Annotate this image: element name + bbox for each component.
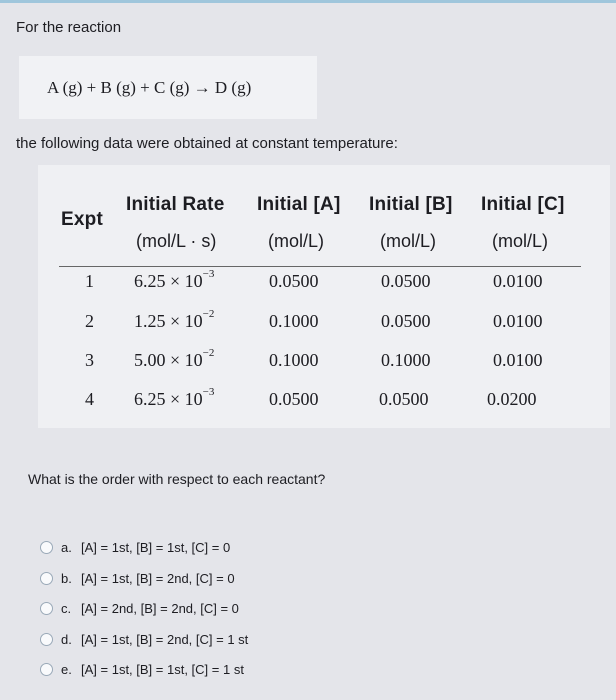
option-text: [A] = 1st, [B] = 1st, [C] = 1 st bbox=[81, 661, 244, 677]
data-intro-text: the following data were obtained at constant temperature: bbox=[16, 135, 398, 152]
cell-b: 0.1000 bbox=[381, 350, 431, 370]
answer-option-e[interactable] bbox=[40, 660, 244, 678]
option-letter: e. bbox=[61, 661, 72, 677]
cell-a: 0.1000 bbox=[269, 311, 319, 331]
cell-rate: $6.25 \times 10^{-3}$ bbox=[134, 386, 215, 409]
top-accent-bar bbox=[0, 0, 616, 3]
cell-b: 0.0500 bbox=[381, 271, 431, 291]
header-initial-rate: Initial Rate bbox=[126, 194, 225, 215]
cell-b: 0.0500 bbox=[381, 311, 431, 331]
radio-button[interactable] bbox=[40, 602, 53, 615]
option-text: [A] = 1st, [B] = 2nd, [C] = 0 bbox=[81, 570, 235, 586]
header-expt: Expt bbox=[61, 209, 103, 230]
unit-b: (mol/L) bbox=[380, 231, 437, 251]
answer-option-b[interactable] bbox=[40, 569, 235, 587]
unit-c: (mol/L) bbox=[492, 231, 549, 251]
radio-button[interactable] bbox=[40, 633, 53, 646]
option-letter: a. bbox=[61, 539, 72, 555]
question-text: What is the order with respect to each reactant? bbox=[28, 471, 326, 487]
option-text: [A] = 2nd, [B] = 2nd, [C] = 0 bbox=[81, 600, 239, 616]
unit-a: (mol/L) bbox=[268, 231, 325, 251]
cell-c: 0.0100 bbox=[493, 271, 543, 291]
option-letter: c. bbox=[61, 600, 72, 616]
radio-button[interactable] bbox=[40, 663, 53, 676]
cell-expt: 1 bbox=[85, 271, 94, 291]
reaction-equation: A (g) + B (g) + C (g) → D (g) bbox=[47, 78, 252, 97]
cell-c: 0.0100 bbox=[493, 311, 543, 331]
option-text: [A] = 1st, [B] = 1st, [C] = 0 bbox=[81, 539, 231, 555]
cell-rate: $5.00 \times 10^{-2}$ bbox=[134, 347, 215, 370]
answer-option-c[interactable] bbox=[40, 599, 239, 617]
cell-expt: 4 bbox=[85, 389, 94, 409]
rate-data-table bbox=[38, 165, 610, 428]
answer-option-a[interactable] bbox=[40, 538, 230, 556]
option-text: [A] = 1st, [B] = 2nd, [C] = 1 st bbox=[81, 631, 249, 647]
cell-b: 0.0500 bbox=[379, 389, 429, 409]
question-intro: For the reaction bbox=[16, 19, 122, 36]
cell-a: 0.1000 bbox=[269, 350, 319, 370]
header-divider bbox=[59, 266, 581, 267]
header-initial-a: Initial [A] bbox=[257, 194, 341, 215]
cell-expt: 3 bbox=[85, 350, 94, 370]
answer-option-d[interactable] bbox=[40, 630, 248, 648]
cell-a: 0.0500 bbox=[269, 389, 319, 409]
option-letter: d. bbox=[61, 631, 72, 647]
header-initial-b: Initial [B] bbox=[369, 194, 453, 215]
cell-c: 0.0200 bbox=[487, 389, 537, 409]
radio-button[interactable] bbox=[40, 541, 53, 554]
header-initial-c: Initial [C] bbox=[481, 194, 565, 215]
radio-button[interactable] bbox=[40, 572, 53, 585]
cell-rate: $1.25 \times 10^{-2}$ bbox=[134, 308, 215, 331]
cell-rate: $6.25 \times 10^{-3}$ bbox=[134, 268, 215, 291]
unit-rate: (mol/L · s) bbox=[136, 231, 217, 251]
cell-c: 0.0100 bbox=[493, 350, 543, 370]
cell-a: 0.0500 bbox=[269, 271, 319, 291]
option-letter: b. bbox=[61, 570, 72, 586]
reaction-equation-box bbox=[19, 56, 317, 119]
cell-expt: 2 bbox=[85, 311, 94, 331]
